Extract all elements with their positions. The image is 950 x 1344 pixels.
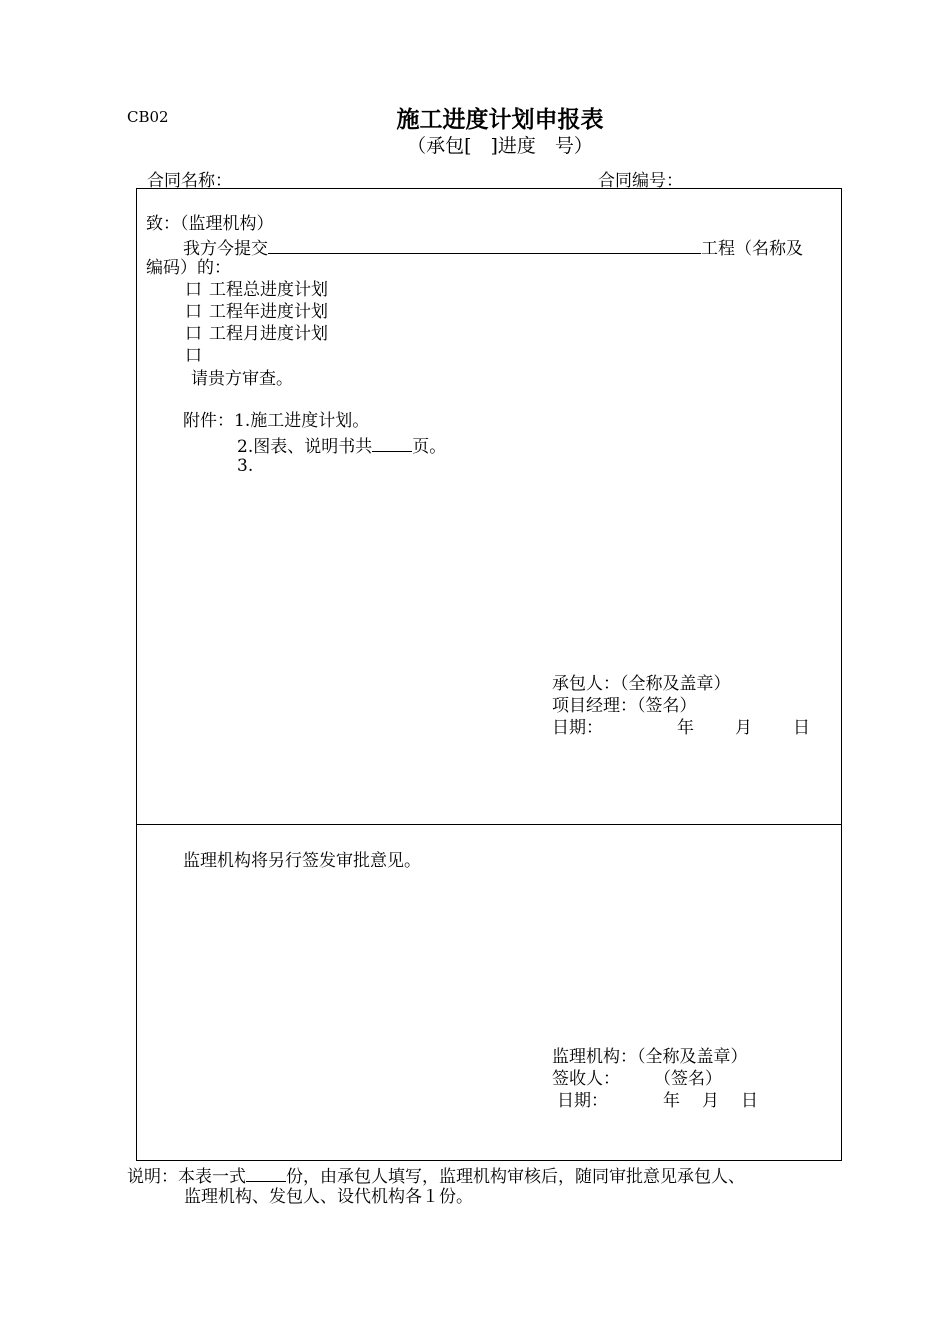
attachment-2 xyxy=(237,433,446,458)
addressee: 致：（监理机构） xyxy=(146,214,274,234)
form-code: CB02 xyxy=(127,108,169,126)
date-year-2: 年 xyxy=(663,1091,680,1111)
receiver-label: 签收人： xyxy=(552,1069,620,1089)
date-day-2: 日 xyxy=(741,1091,758,1111)
attachment-1-text: 1.施工进度计划。 xyxy=(234,411,370,431)
date-label-2: 日期： xyxy=(557,1091,608,1111)
option-total-plan[interactable] xyxy=(185,279,328,301)
option-label: 工程月进度计划 xyxy=(209,324,328,344)
submit-suffix: 工程（名称及 xyxy=(701,239,803,259)
checkbox-icon[interactable]: 口 xyxy=(185,324,202,344)
submit-line-2: 编码）的： xyxy=(146,258,231,278)
page-subtitle: （承包[ ]进度 号） xyxy=(407,135,593,157)
contract-no-label: 合同编号： xyxy=(598,171,683,191)
submit-prefix: 我方今提交 xyxy=(183,239,268,259)
request-text: 请贵方审查。 xyxy=(191,369,293,389)
attachment-label: 附件： xyxy=(183,411,234,431)
attachment-2-prefix: 2.图表、说明书共 xyxy=(237,437,373,457)
attachment-1 xyxy=(183,410,369,432)
page-count-field[interactable] xyxy=(372,433,412,452)
date-month-2: 月 xyxy=(702,1091,719,1111)
section-divider xyxy=(136,824,841,825)
date-label: 日期： xyxy=(552,718,603,738)
page-title: 施工进度计划申报表 xyxy=(396,106,604,133)
footer-note-line1 xyxy=(127,1163,745,1188)
checkbox-icon[interactable]: 口 xyxy=(185,302,202,322)
option-annual-plan[interactable] xyxy=(185,301,328,323)
supervisor-org-sign: 监理机构：（全称及盖章） xyxy=(552,1047,748,1067)
checkbox-icon[interactable]: 口 xyxy=(185,346,202,366)
receiver-sign: （签名） xyxy=(654,1069,722,1089)
attachment-3: 3. xyxy=(237,456,254,476)
copies-field[interactable] xyxy=(246,1163,286,1182)
submit-line xyxy=(183,235,803,260)
option-other[interactable] xyxy=(185,345,209,367)
contract-name-label: 合同名称： xyxy=(147,171,232,191)
option-label: 工程总进度计划 xyxy=(209,280,328,300)
contractor-sign: 承包人：（全称及盖章） xyxy=(552,674,731,694)
option-label: 工程年进度计划 xyxy=(209,302,328,322)
checkbox-icon[interactable]: 口 xyxy=(185,280,202,300)
supervisor-note: 监理机构将另行签发审批意见。 xyxy=(183,851,421,871)
footer-prefix: 说明：本表一式 xyxy=(127,1167,246,1187)
manager-sign: 项目经理：（签名） xyxy=(552,696,697,716)
project-name-field[interactable] xyxy=(268,235,701,254)
date-month: 月 xyxy=(735,718,752,738)
option-monthly-plan[interactable] xyxy=(185,323,328,345)
date-day: 日 xyxy=(793,718,810,738)
attachment-2-suffix: 页。 xyxy=(412,437,447,457)
date-year: 年 xyxy=(677,718,694,738)
footer-suffix: 份，由承包人填写，监理机构审核后，随同审批意见承包人、 xyxy=(286,1167,745,1187)
footer-note-line2: 监理机构、发包人、设代机构各１份。 xyxy=(184,1187,473,1207)
